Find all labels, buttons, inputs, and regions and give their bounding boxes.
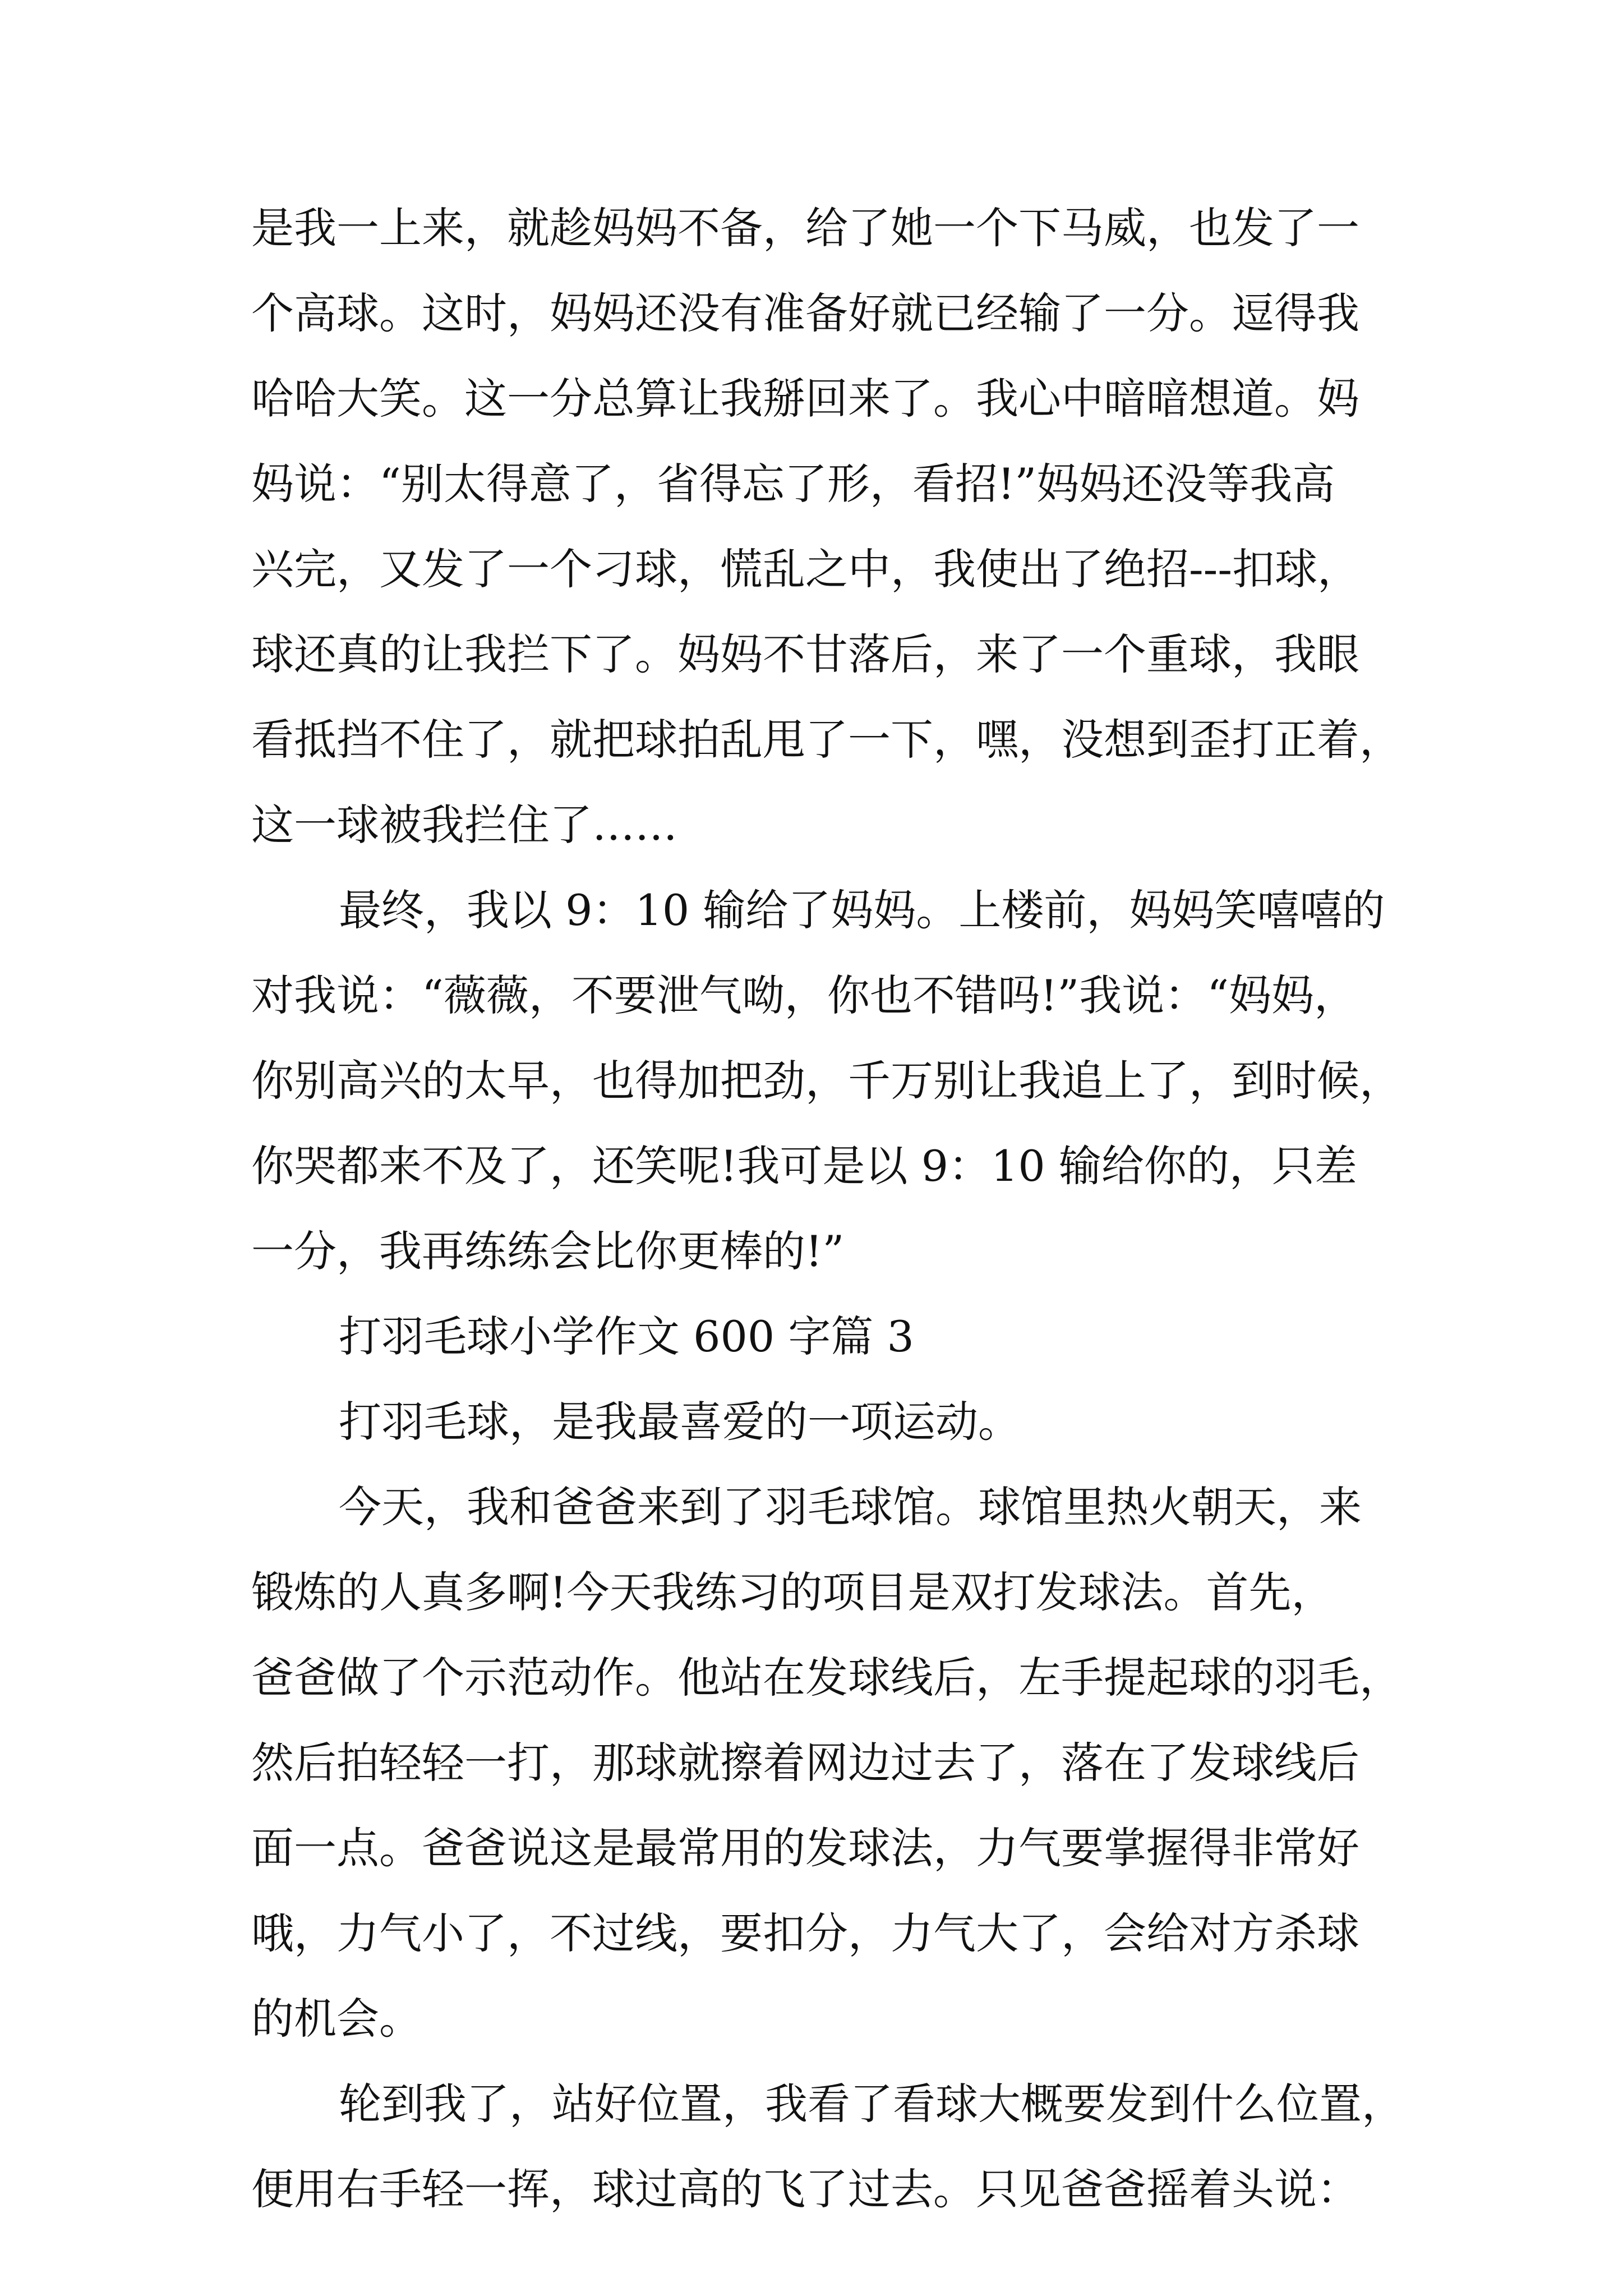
text-line: 便用右手轻一挥，球过高的飞了过去。只见爸爸摇着头说：	[251, 2164, 1359, 2214]
text-line: 球还真的让我拦下了。妈妈不甘落后，来了一个重球，我眼	[251, 629, 1359, 679]
text-line: 是我一上来，就趁妈妈不备，给了她一个下马威，也发了一	[251, 203, 1359, 253]
text-line: 锻炼的人真多啊!今天我练习的项目是双打发球法。首先，	[251, 1567, 1334, 1617]
text-line: 个高球。这时，妈妈还没有准备好就已经输了一分。逗得我	[251, 288, 1359, 338]
text-line: 哈哈大笑。这一分总算让我掰回来了。我心中暗暗想道。妈	[251, 374, 1359, 424]
text-line: 面一点。爸爸说这是最常用的发球法，力气要掌握得非常好	[251, 1823, 1359, 1873]
paragraph-start: 今天，我和爸爸来到了羽毛球馆。球馆里热火朝天，来	[339, 1482, 1362, 1532]
text-line: 妈说：“别太得意了，省得忘了形，看招!”妈妈还没等我高	[251, 459, 1335, 509]
text-line: 你别高兴的太早，也得加把劲，千万别让我追上了，到时候，	[251, 1056, 1402, 1106]
text-line: 看抵挡不住了，就把球拍乱甩了一下，嘿，没想到歪打正着，	[251, 715, 1402, 765]
text-line: 哦，力气小了，不过线，要扣分，力气大了，会给对方杀球	[251, 1908, 1359, 1958]
text-line: 然后拍轻轻一打，那球就擦着网边过去了，落在了发球线后	[251, 1738, 1359, 1788]
text-line: 你哭都来不及了，还笑呢!我可是以 9：10 输给你的，只差	[251, 1141, 1357, 1191]
text-line: 爸爸做了个示范动作。他站在发球线后，左手提起球的羽毛，	[251, 1653, 1402, 1703]
section-heading: 打羽毛球小学作文 600 字篇 3	[339, 1312, 914, 1361]
text-line: 对我说：“薇薇，不要泄气呦，你也不错吗!”我说：“妈妈，	[251, 970, 1357, 1020]
paragraph-start: 最终，我以 9：10 输给了妈妈。上楼前，妈妈笑嘻嘻的	[339, 885, 1385, 935]
text-line: 这一球被我拦住了……	[251, 800, 677, 850]
text-line: 的机会。	[251, 1994, 422, 2044]
paragraph-start: 轮到我了，站好位置，我看了看球大概要发到什么位置，	[339, 2079, 1404, 2129]
paragraph-start: 打羽毛球，是我最喜爱的一项运动。	[339, 1397, 1021, 1447]
text-line: 一分，我再练练会比你更棒的!”	[251, 1226, 845, 1276]
text-line: 兴完，又发了一个刁球，慌乱之中，我使出了绝招---扣球，	[251, 544, 1361, 594]
